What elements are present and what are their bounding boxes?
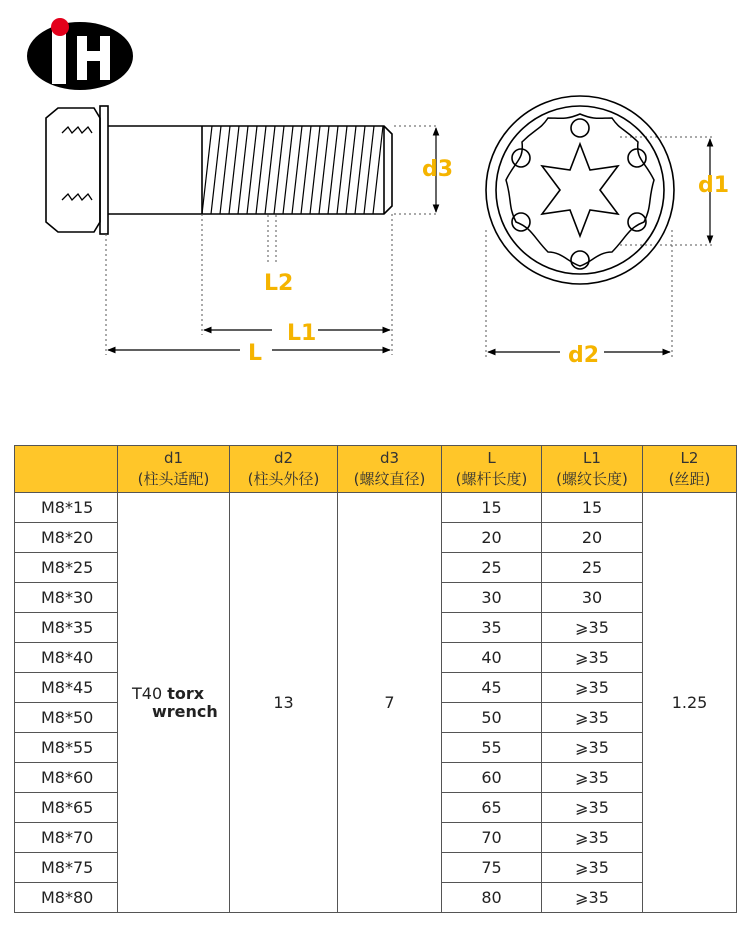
header-d3: d3 (螺纹直径) xyxy=(338,446,442,493)
header-l2: L2 (丝距) xyxy=(643,446,737,493)
l1-cell: 25 xyxy=(542,553,643,583)
l1-cell: ⩾35 xyxy=(542,613,643,643)
size-cell: M8*25 xyxy=(15,553,118,583)
l1-cell: ⩾35 xyxy=(542,763,643,793)
d1-cell: T40 torx wrench xyxy=(118,493,230,913)
label-l2: L2 xyxy=(264,271,294,296)
size-cell: M8*55 xyxy=(15,733,118,763)
size-cell: M8*60 xyxy=(15,763,118,793)
l-cell: 35 xyxy=(442,613,542,643)
l-cell: 80 xyxy=(442,883,542,913)
table-header-row xyxy=(15,446,737,493)
header-d2: d2 (柱头外径) xyxy=(230,446,338,493)
l-cell: 55 xyxy=(442,733,542,763)
l1-cell: ⩾35 xyxy=(542,733,643,763)
l1-cell: ⩾35 xyxy=(542,703,643,733)
d3-cell: 7 xyxy=(338,493,442,913)
l1-cell: 30 xyxy=(542,583,643,613)
l1-cell: ⩾35 xyxy=(542,853,643,883)
label-d3: d3 xyxy=(422,157,454,182)
l1-cell: ⩾35 xyxy=(542,823,643,853)
bolt-drawing xyxy=(0,0,750,440)
d2-cell: 13 xyxy=(230,493,338,913)
l-cell: 45 xyxy=(442,673,542,703)
torx-star-icon xyxy=(542,144,618,236)
l1-cell: 20 xyxy=(542,523,643,553)
l2-cell: 1.25 xyxy=(643,493,737,913)
l-cell: 75 xyxy=(442,853,542,883)
l1-cell: ⩾35 xyxy=(542,793,643,823)
size-cell: M8*45 xyxy=(15,673,118,703)
size-cell: M8*50 xyxy=(15,703,118,733)
l1-cell: ⩾35 xyxy=(542,643,643,673)
header-size xyxy=(15,446,118,493)
bolt-flange xyxy=(100,106,108,234)
header-d1: d1 (柱头适配) xyxy=(118,446,230,493)
label-l1: L1 xyxy=(287,321,317,346)
l-cell: 15 xyxy=(442,493,542,523)
l1-cell: ⩾35 xyxy=(542,673,643,703)
l1-cell: 15 xyxy=(542,493,643,523)
l-cell: 70 xyxy=(442,823,542,853)
spec-table xyxy=(14,445,737,913)
bolt-head xyxy=(46,108,100,232)
size-cell: M8*15 xyxy=(15,493,118,523)
l-cell: 25 xyxy=(442,553,542,583)
label-d2: d2 xyxy=(568,343,600,368)
size-cell: M8*80 xyxy=(15,883,118,913)
size-cell: M8*65 xyxy=(15,793,118,823)
l1-cell: ⩾35 xyxy=(542,883,643,913)
label-d1: d1 xyxy=(698,173,730,198)
l-cell: 60 xyxy=(442,763,542,793)
bolt-shank xyxy=(108,126,392,214)
size-cell: M8*70 xyxy=(15,823,118,853)
l-cell: 20 xyxy=(442,523,542,553)
l-cell: 50 xyxy=(442,703,542,733)
header-l: L (螺杆长度) xyxy=(442,446,542,493)
bolt-end-view xyxy=(486,96,674,284)
l-cell: 30 xyxy=(442,583,542,613)
header-l1: L1 (螺纹长度) xyxy=(542,446,643,493)
size-cell: M8*30 xyxy=(15,583,118,613)
label-l: L xyxy=(248,341,263,366)
size-cell: M8*20 xyxy=(15,523,118,553)
thread-lines xyxy=(202,126,383,214)
size-cell: M8*75 xyxy=(15,853,118,883)
table-row xyxy=(15,493,737,523)
l-cell: 40 xyxy=(442,643,542,673)
size-cell: M8*35 xyxy=(15,613,118,643)
l-cell: 65 xyxy=(442,793,542,823)
size-cell: M8*40 xyxy=(15,643,118,673)
